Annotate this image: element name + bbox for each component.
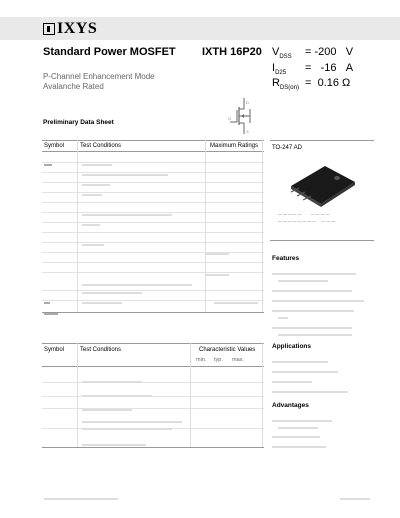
faint-row-marks	[205, 266, 229, 284]
package-bottom-rule	[270, 240, 374, 241]
list-item	[278, 326, 352, 344]
faint-row-marks	[44, 305, 58, 323]
logo-mark-icon	[43, 23, 55, 35]
max-col-conditions: Test Conditions	[80, 143, 122, 149]
char-table-col-divider	[77, 343, 78, 447]
char-table-top-rule	[42, 343, 264, 344]
table-row	[42, 408, 264, 409]
ixys-logo	[43, 20, 97, 38]
max-col-symbol: Symbol	[44, 143, 65, 149]
max-col-max: Maximum Ratings	[210, 143, 259, 149]
package-pin-legend: ─ ─ ─ ─ ─ ─ ─ ─ ─ ─ ─	[278, 219, 336, 225]
char-table-col-divider	[190, 343, 191, 447]
svg-text:S: S	[246, 129, 249, 134]
svg-text:G: G	[228, 116, 232, 121]
max-table-col-divider	[262, 140, 263, 312]
advantages-label: Advantages	[272, 402, 309, 409]
table-row	[42, 202, 264, 203]
char-col-min: min.	[196, 357, 207, 363]
mosfet-symbol-icon	[228, 96, 260, 136]
faint-row-marks	[82, 216, 100, 234]
table-row	[42, 162, 264, 163]
spec-rdson: $R_{DS(on)}$	[272, 77, 299, 92]
description-line-2: Avalanche Rated	[43, 82, 104, 91]
char-col-max: max.	[232, 357, 244, 363]
spec-vdss-value: = -200 V	[305, 46, 354, 58]
table-row	[42, 232, 264, 233]
applications-label: Applications	[272, 343, 312, 350]
table-row	[42, 262, 264, 263]
table-row	[42, 252, 264, 253]
faint-row-marks	[214, 294, 258, 312]
package-top-rule	[270, 140, 374, 141]
char-col-conditions: Test Conditions	[80, 347, 122, 353]
max-table-col-divider	[77, 140, 78, 312]
to247-package-icon	[285, 160, 365, 210]
max-table-header-rule	[42, 151, 264, 152]
logo-text: IXYS	[57, 20, 98, 37]
faint-row-marks	[82, 236, 104, 254]
spec-vdss: $V_{DSS}$	[272, 46, 292, 61]
max-table-bottom-rule	[42, 312, 264, 313]
spec-id25: $I_{D25}$	[272, 62, 287, 77]
footer-marks	[340, 490, 370, 508]
char-col-typ: typ.	[214, 357, 223, 363]
max-table-top-rule	[42, 140, 264, 141]
faint-row-marks	[82, 186, 102, 204]
char-col-symbol: Symbol	[44, 347, 65, 353]
part-number: IXTH 16P20	[202, 46, 262, 58]
char-table-col-divider	[262, 343, 263, 447]
max-table-col-divider	[205, 140, 206, 312]
faint-row-marks	[44, 156, 52, 174]
char-table-bottom-rule	[42, 447, 264, 448]
table-row	[42, 192, 264, 193]
table-row	[42, 272, 264, 273]
document-title: Standard Power MOSFET	[43, 46, 176, 58]
package-pin-legend: ─ ─ ─ ─ ─ ─ ─ ─ ─	[278, 212, 330, 218]
table-row	[42, 382, 264, 383]
spec-rdson-value: = 0.16 Ω	[305, 77, 351, 89]
faint-row-marks	[82, 294, 122, 312]
description-line-1: P-Channel Enhancement Mode	[43, 72, 155, 81]
package-label: TO-247 AD	[272, 145, 302, 151]
faint-row-marks	[82, 436, 146, 454]
footer-marks	[44, 490, 118, 508]
char-col-values: Characteristic Values	[199, 347, 256, 353]
list-item	[272, 383, 348, 401]
spec-id25-value: = -16 A	[305, 62, 354, 74]
table-row	[42, 242, 264, 243]
char-table-header-rule	[42, 366, 264, 367]
preliminary-label: Preliminary Data Sheet	[43, 119, 114, 126]
table-row	[42, 396, 264, 397]
faint-row-marks	[205, 245, 229, 263]
features-label: Features	[272, 255, 300, 262]
list-item	[272, 438, 326, 456]
svg-text:D: D	[246, 100, 249, 105]
